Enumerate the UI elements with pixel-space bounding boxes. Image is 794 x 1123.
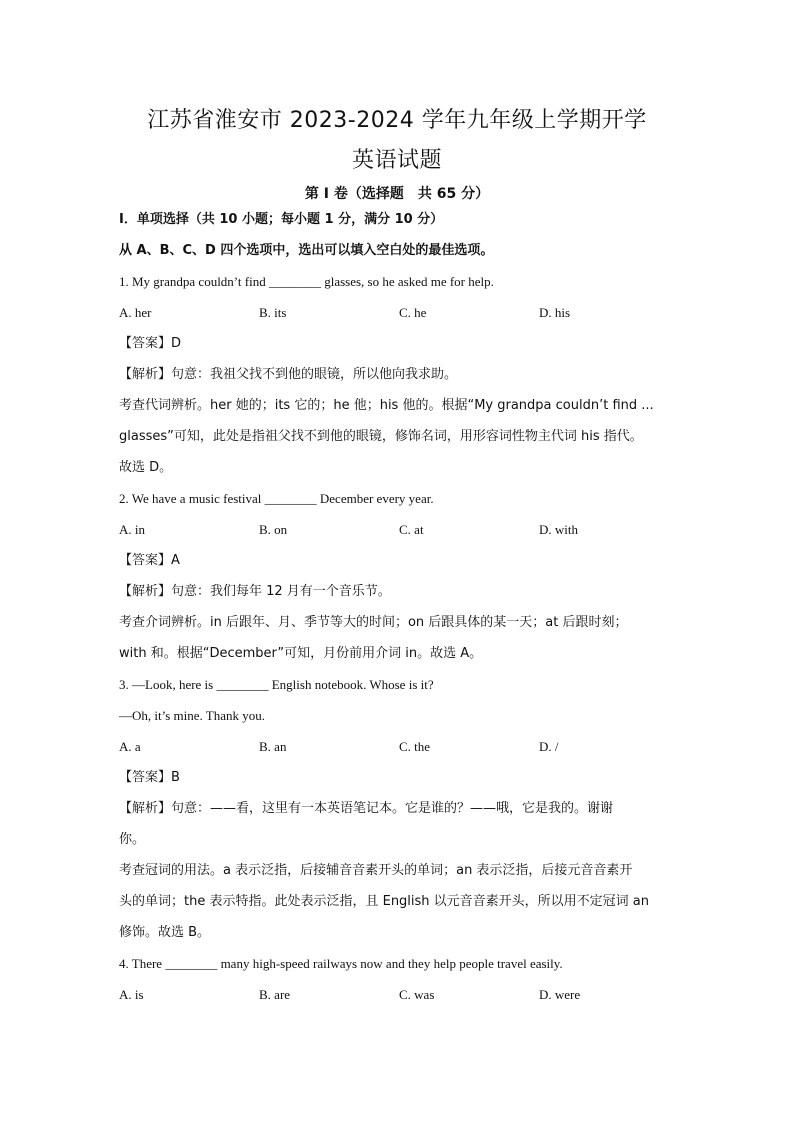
option-c: C. was: [399, 987, 435, 1002]
question-stem: 3. —Look, here is ________ English notebook. Whose is it?: [119, 677, 434, 692]
answer-options: [119, 979, 679, 1010]
analysis-line: 修饰。故选 B。: [119, 925, 211, 940]
answer-key: 【答案】B: [119, 770, 180, 785]
option-d: D. were: [539, 987, 581, 1002]
option-c: C. at: [399, 522, 424, 537]
question-stem: 1. My grandpa couldn’t find ________ glasses, so he asked me for help.: [119, 274, 494, 289]
volume-heading: 第 I 卷（选择题 共 65 分）: [304, 186, 490, 202]
analysis-line: 考查介词辨析。in 后跟年、月、季节等大的时间；on 后跟具体的某一天；at 后跟时刻；: [119, 615, 628, 630]
answer-options: [119, 731, 679, 762]
option-d: D. with: [539, 522, 578, 537]
option-c: C. the: [399, 739, 431, 754]
answer-options: [119, 514, 679, 545]
exam-title: 江苏省淮安市 2023-2024 学年九年级上学期开学: [147, 108, 647, 133]
analysis-line: 考查冠词的用法。a 表示泛指，后接辅音音素开头的单词；an 表示泛指，后接元音音素开: [119, 863, 633, 878]
option-b: B. its: [259, 305, 287, 320]
option-a: A. is: [119, 987, 144, 1002]
analysis-line: 考查代词辨析。her 她的；its 它的；he 他；his 他的。根据“My grandpa couldn’t find ...: [119, 398, 654, 413]
question-stem-reply: —Oh, it’s mine. Thank you.: [119, 708, 266, 723]
exam-content: [119, 204, 679, 1010]
option-c: C. he: [399, 305, 427, 320]
option-a: A. in: [119, 522, 145, 537]
option-b: B. on: [259, 522, 288, 537]
analysis-line: 【解析】句意：我祖父找不到他的眼镜，所以他向我求助。: [119, 367, 458, 382]
analysis-line: 【解析】句意：——看，这里有一本英语笔记本。它是谁的？——哦，它是我的。谢谢: [119, 801, 614, 816]
analysis-line: 故选 D。: [119, 460, 173, 475]
exam-subject: 英语试题: [351, 148, 442, 173]
analysis-line: with 和。根据“December”可知，月份前用介词 in。故选 A。: [119, 646, 483, 661]
question-stem: 4. There ________ many high-speed railways now and they help people travel easily.: [119, 956, 563, 971]
answer-options: [119, 297, 679, 328]
section-instruction: 从 A、B、C、D 四个选项中，选出可以填入空白处的最佳选项。: [119, 243, 494, 258]
section-heading: I．单项选择（共 10 小题；每小题 1 分，满分 10 分）: [119, 212, 444, 227]
analysis-line: 【解析】句意：我们每年 12 月有一个音乐节。: [119, 584, 391, 599]
analysis-line: 头的单词；the 表示特指。此处表示泛指，且 English 以元音音素开头，所以用不定冠词 an: [119, 894, 650, 909]
option-b: B. are: [259, 987, 291, 1002]
analysis-line: glasses”可知，此处是指祖父找不到他的眼镜，修饰名词，用形容词性物主代词 his 指代。: [119, 429, 643, 444]
option-b: B. an: [259, 739, 287, 754]
answer-key: 【答案】A: [119, 553, 180, 568]
option-a: A. her: [119, 305, 152, 320]
question-stem: 2. We have a music festival ________ December every year.: [119, 491, 434, 506]
option-d: D. /: [539, 739, 559, 754]
analysis-line: 你。: [119, 832, 146, 847]
option-a: A. a: [119, 739, 141, 754]
option-d: D. his: [539, 305, 571, 320]
answer-key: 【答案】D: [119, 336, 182, 351]
